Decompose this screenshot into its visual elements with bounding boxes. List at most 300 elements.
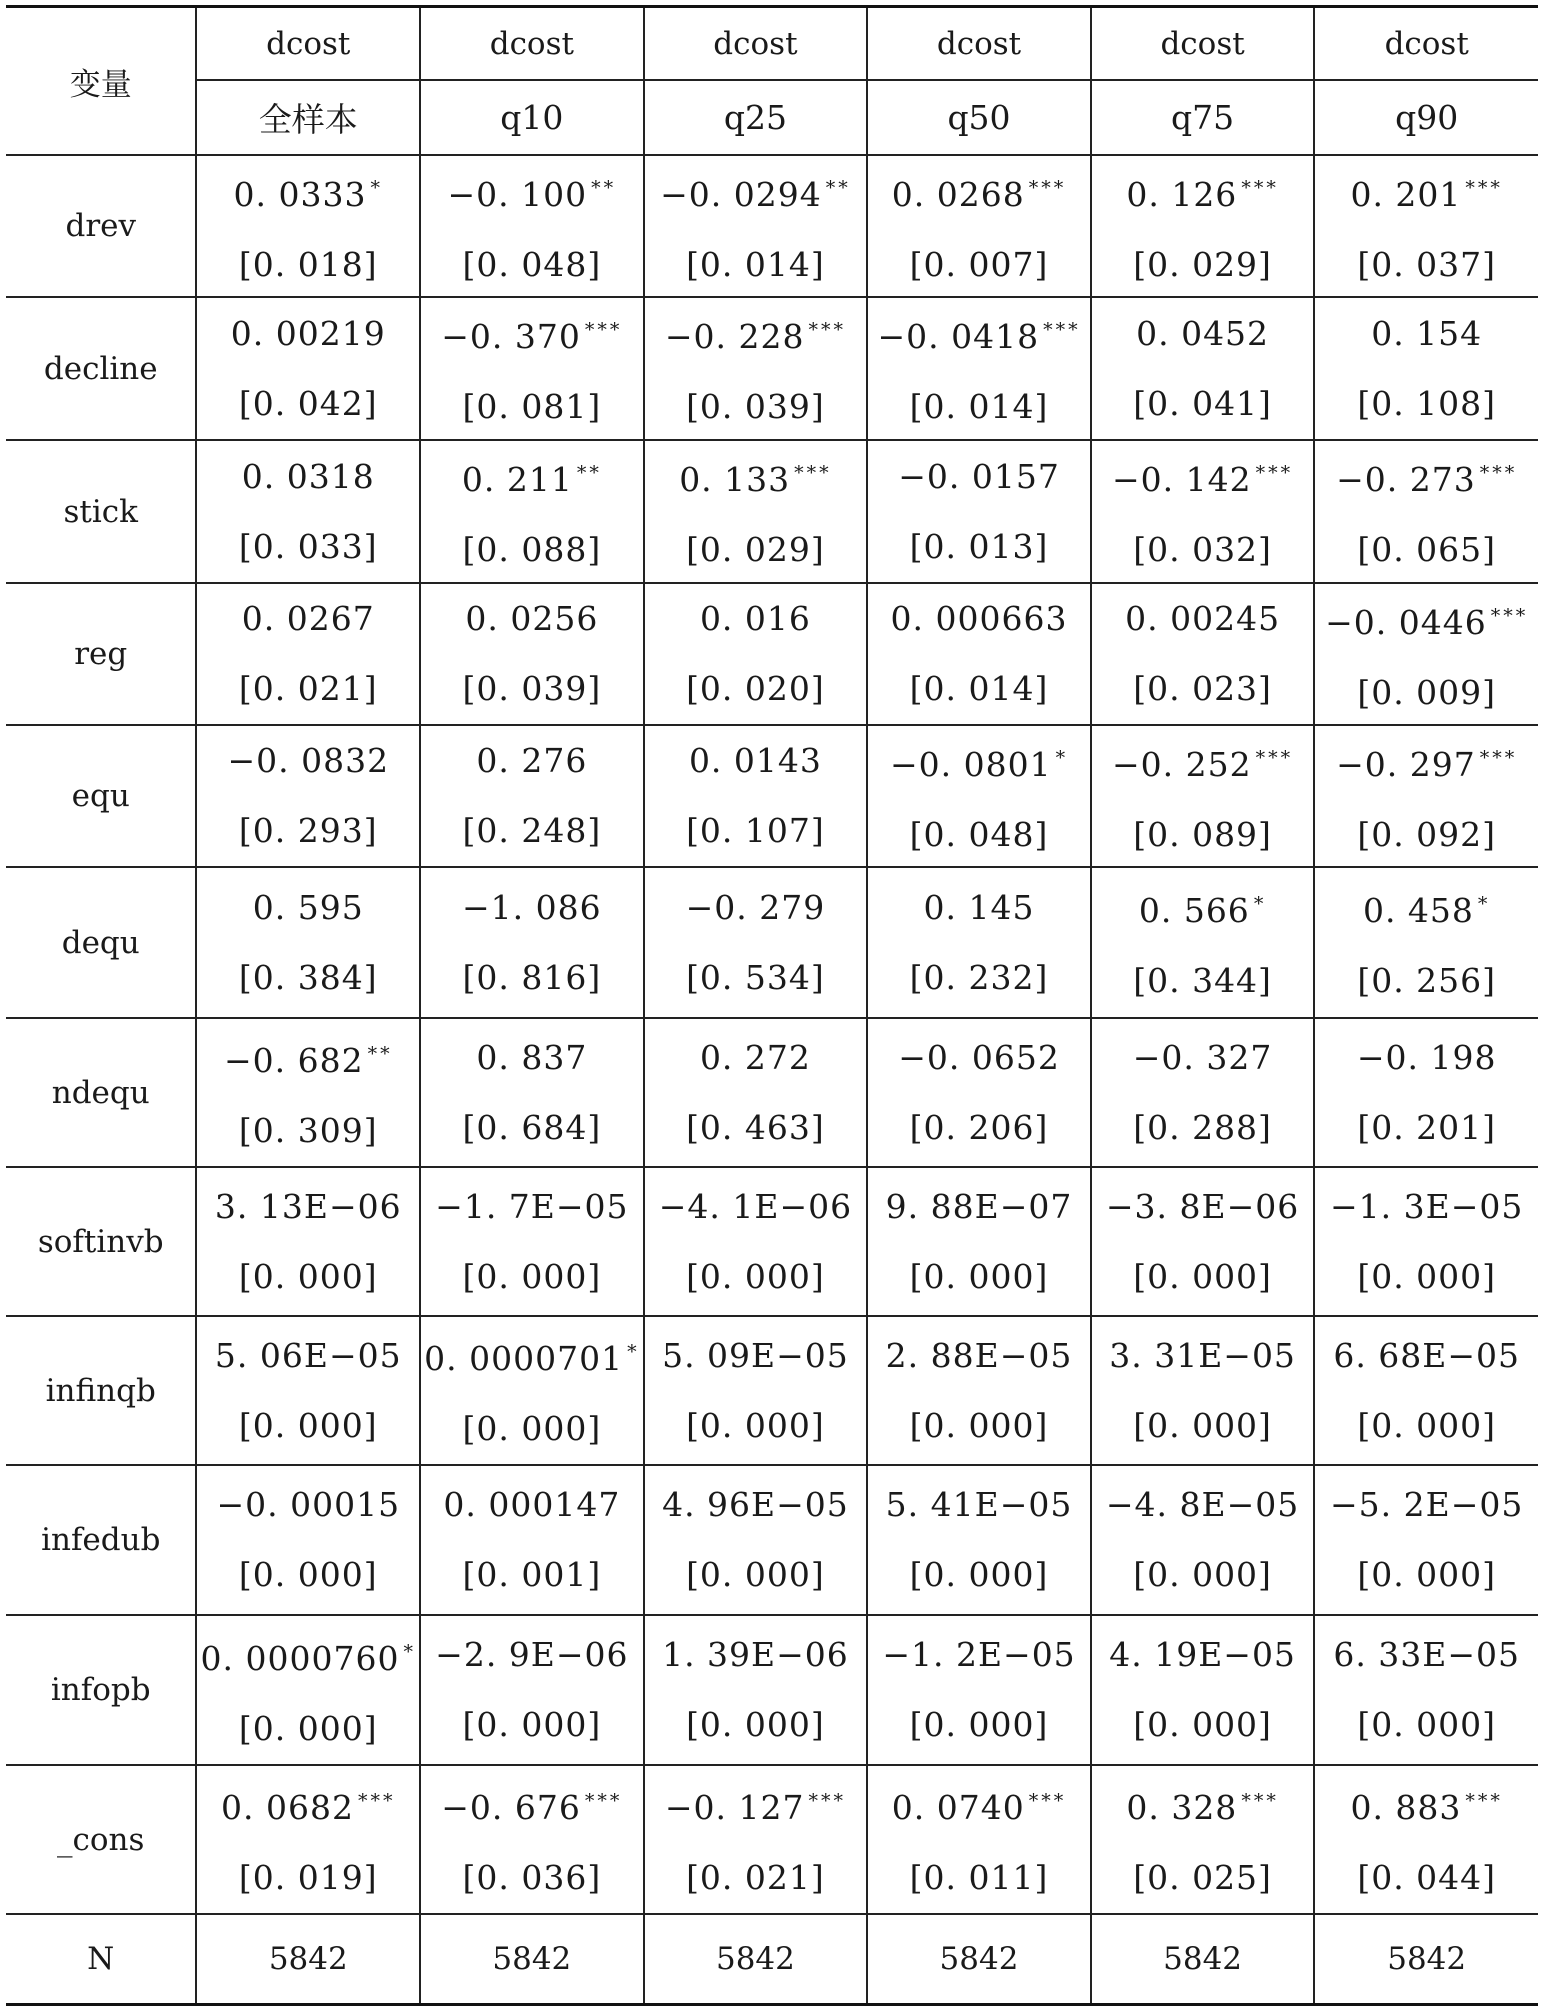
coefficient-cell [1091,583,1315,725]
coefficient-value: −0. 0446 [1325,602,1487,642]
coefficient-line [421,1186,643,1226]
coefficient-value: −0. 00015 [216,1485,401,1524]
coefficient-line [868,1037,1090,1077]
coefficient-cell [1091,1615,1315,1765]
table-row [6,1765,1538,1914]
coefficient-line [645,1037,867,1077]
table-row [6,1167,1538,1316]
table-row [6,1615,1538,1765]
coefficient-value: 6. 33E−05 [1333,1635,1521,1674]
significance-stars: *** [1479,462,1518,484]
regression-table-container [6,5,1538,2006]
coefficient-value: 0. 000663 [890,599,1068,638]
coefficient-value: 0. 0267 [241,599,375,638]
coefficient-line [197,1487,419,1523]
coefficient-value: 0. 201 [1350,174,1462,214]
table-row [6,867,1538,1018]
coefficient-cell [867,867,1091,1018]
coefficient-cell [196,1167,420,1316]
coefficient-cell [1314,1615,1538,1765]
coefficient-line [1315,1335,1538,1375]
standard-error: [0. 092] [1357,814,1497,854]
coefficient-value: 0. 211 [461,460,573,499]
coefficient-cell [420,1018,644,1167]
standard-error: [0. 014] [686,244,825,284]
coefficient-line [1315,1037,1538,1077]
coefficient-line [421,170,643,213]
standard-error: [0. 013] [909,526,1049,566]
observations-value: 5842 [196,1914,420,2005]
coefficient-line [197,1634,419,1677]
significance-stars: *** [1043,319,1081,341]
coefficient-line [1315,1186,1538,1226]
coefficient-cell [420,1465,644,1615]
observations-row [6,1914,1538,2005]
coefficient-value: 0. 145 [923,887,1035,927]
coefficient-line [1315,313,1538,353]
coefficient-cell [196,1615,420,1765]
significance-stars: ** [367,1043,393,1065]
coefficient-value: 0. 566 [1138,891,1250,930]
standard-error: [0. 039] [462,669,602,708]
standard-error: [0. 384] [238,957,378,997]
coefficient-cell [196,1018,420,1167]
coefficient-value: 0. 154 [1371,313,1483,353]
coefficient-line [1092,170,1314,213]
coefficient-cell [420,867,644,1018]
coefficient-cell [1314,1018,1538,1167]
standard-error: [0. 023] [1133,669,1272,708]
dependent-var-header: dcost [196,7,420,81]
coefficient-value: 0. 133 [679,460,791,499]
coefficient-line [421,1334,643,1377]
variable-name: softinvb [6,1167,196,1316]
coefficient-cell [1314,1167,1538,1316]
standard-error: [0. 011] [909,1858,1049,1897]
coefficient-cell [420,1316,644,1465]
standard-error: [0. 001] [462,1555,602,1594]
coefficient-line [645,601,867,637]
standard-error: [0. 000] [462,1705,602,1744]
coefficient-cell [420,725,644,867]
table-row [6,297,1538,440]
coefficient-line [421,455,643,498]
standard-error: [0. 039] [686,387,825,426]
coefficient-value: 0. 0143 [688,741,822,780]
coefficient-value: 3. 31E−05 [1109,1335,1296,1375]
variable-name: infopb [6,1615,196,1765]
significance-stars: *** [584,319,623,341]
significance-stars: ** [825,176,851,199]
standard-error: [0. 000] [1357,1256,1497,1296]
significance-stars: *** [358,1790,396,1812]
coefficient-value: −0. 252 [1112,744,1252,784]
coefficient-value: −0. 0801 [889,744,1052,784]
coefficient-line [197,170,419,213]
significance-stars: *** [1241,176,1279,199]
significance-stars: * [370,176,383,199]
coefficient-value: −1. 7E−05 [435,1186,629,1226]
coefficient-line [645,743,867,779]
coefficient-line [868,1783,1090,1826]
coefficient-line [868,1186,1090,1226]
coefficient-line [197,743,419,779]
significance-stars: *** [808,1790,846,1812]
coefficient-line [197,601,419,637]
coefficient-value: 2. 88E−05 [885,1335,1073,1375]
coefficient-value: 0. 0740 [891,1788,1025,1827]
coefficient-cell [420,1615,644,1765]
standard-error: [0. 000] [1133,1256,1272,1296]
standard-error: [0. 288] [1133,1107,1272,1147]
significance-stars: *** [1241,1790,1279,1812]
observations-value: 5842 [867,1914,1091,2005]
coefficient-value: −0. 0157 [898,456,1060,496]
coefficient-value: −0. 0832 [227,741,390,780]
standard-error: [0. 000] [1133,1705,1272,1744]
coefficient-value: 0. 000147 [443,1485,621,1524]
coefficient-line [421,1637,643,1673]
standard-error: [0. 000] [686,1555,825,1594]
standard-error: [0. 014] [909,669,1049,708]
sample-header: q50 [867,80,1091,155]
coefficient-value: 0. 0000701 [424,1339,624,1378]
coefficient-value: 0. 0682 [221,1788,354,1827]
coefficient-cell [196,297,420,440]
significance-stars: *** [1255,746,1294,769]
coefficient-line [421,887,643,927]
variable-name: decline [6,297,196,440]
variable-name: drev [6,155,196,297]
coefficient-value: −0. 297 [1336,744,1476,784]
dependent-var-header: dcost [1091,7,1315,81]
coefficient-value: 5. 06E−05 [214,1335,402,1375]
coefficient-cell [644,583,868,725]
sample-header: q90 [1314,80,1538,155]
standard-error: [0. 032] [1133,530,1272,569]
standard-error: [0. 107] [686,811,825,850]
coefficient-cell [1314,1765,1538,1914]
coefficient-value: −5. 2E−05 [1330,1485,1524,1524]
table-row [6,583,1538,725]
standard-error: [0. 000] [909,1256,1049,1296]
coefficient-cell [196,867,420,1018]
coefficient-value: −0. 273 [1336,460,1476,499]
standard-error: [0. 000] [686,1705,825,1744]
significance-stars: *** [1028,1790,1067,1812]
coefficient-value: 1. 39E−06 [662,1635,849,1674]
coefficient-value: 0. 126 [1126,174,1238,214]
significance-stars: *** [794,462,832,484]
coefficient-line [1315,740,1538,783]
coefficient-value: 0. 0333 [233,174,367,214]
coefficient-cell [420,297,644,440]
table-row [6,440,1538,583]
coefficient-cell [644,1018,868,1167]
coefficient-cell [644,440,868,583]
coefficient-cell [867,1765,1091,1914]
significance-stars: *** [1255,462,1294,484]
standard-error: [0. 344] [1133,961,1272,1000]
significance-stars: * [1253,893,1267,915]
coefficient-cell [196,583,420,725]
coefficient-cell [867,1018,1091,1167]
coefficient-line [645,1487,867,1523]
coefficient-line [1092,1335,1314,1375]
coefficient-line [1092,313,1314,353]
coefficient-line [1092,1186,1314,1226]
significance-stars: * [1055,746,1069,769]
coefficient-line [1315,1487,1538,1523]
coefficient-line [197,456,419,496]
coefficient-value: −0. 100 [447,174,588,214]
coefficient-cell [420,1167,644,1316]
coefficient-cell [1314,725,1538,867]
coefficient-line [1092,740,1314,783]
standard-error: [0. 029] [1133,244,1272,284]
coefficient-cell [196,155,420,297]
standard-error: [0. 089] [1133,814,1272,854]
coefficient-cell [196,440,420,583]
coefficient-value: 0. 0000760 [200,1638,400,1678]
coefficient-value: 0. 0256 [465,599,599,638]
table-row [6,1316,1538,1465]
coefficient-value: 0. 0452 [1136,313,1270,353]
standard-error: [0. 000] [462,1256,602,1296]
coefficient-value: 5. 09E−05 [662,1335,849,1375]
standard-error: [0. 065] [1357,530,1497,569]
coefficient-cell [196,1316,420,1465]
coefficient-cell [420,155,644,297]
coefficient-value: 0. 00219 [230,313,386,353]
coefficient-value: 5. 41E−05 [885,1485,1073,1524]
observations-value: 5842 [420,1914,644,2005]
coefficient-cell [867,1167,1091,1316]
coefficient-line [868,601,1090,637]
coefficient-cell [644,867,868,1018]
standard-error: [0. 025] [1133,1858,1272,1897]
table-row [6,155,1538,297]
coefficient-line [645,1637,867,1673]
standard-error: [0. 036] [462,1858,602,1897]
coefficient-line [197,1186,419,1226]
significance-stars: ** [576,462,602,484]
standard-error: [0. 021] [238,669,378,708]
table-row [6,1018,1538,1167]
variable-name: reg [6,583,196,725]
coefficient-cell [867,583,1091,725]
observations-value: 5842 [644,1914,868,2005]
coefficient-cell [644,1316,868,1465]
coefficient-line [197,1783,419,1826]
table-row [6,725,1538,867]
coefficient-cell [867,1615,1091,1765]
variable-name: ndequ [6,1018,196,1167]
coefficient-line [197,887,419,927]
standard-error: [0. 000] [909,1705,1049,1744]
coefficient-value: 4. 19E−05 [1109,1635,1296,1674]
standard-error: [0. 293] [238,811,378,850]
standard-error: [0. 000] [238,1555,378,1594]
coefficient-value: 0. 016 [699,599,811,638]
coefficient-value: −0. 0294 [660,174,822,214]
coefficient-line [645,312,867,355]
standard-error: [0. 048] [462,244,602,284]
standard-error: [0. 000] [238,1708,378,1748]
dependent-var-header: dcost [1314,7,1538,81]
coefficient-value: 9. 88E−07 [885,1186,1073,1226]
coefficient-line [1315,1783,1538,1826]
coefficient-line [421,743,643,779]
coefficient-value: 0. 272 [699,1037,811,1077]
coefficient-cell [867,440,1091,583]
standard-error: [0. 037] [1357,244,1497,284]
standard-error: [0. 029] [686,530,825,569]
coefficient-line [421,601,643,637]
standard-error: [0. 534] [686,957,825,997]
coefficient-cell [644,1765,868,1914]
variable-column-header: 变量 [6,7,196,156]
coefficient-value: −0. 676 [441,1788,581,1827]
coefficient-line [1315,455,1538,498]
coefficient-line [868,740,1090,783]
standard-error: [0. 000] [1133,1555,1272,1594]
coefficient-line [1315,170,1538,213]
standard-error: [0. 816] [462,957,602,997]
coefficient-line [868,170,1090,213]
coefficient-cell [1091,725,1315,867]
coefficient-line [1315,1637,1538,1673]
sample-header: 全样本 [196,80,420,155]
header-row-dependent [6,7,1538,81]
table-row [6,1465,1538,1615]
standard-error: [0. 000] [462,1409,602,1448]
standard-error: [0. 000] [1357,1405,1497,1445]
coefficient-cell [644,725,868,867]
coefficient-value: 0. 837 [476,1037,588,1077]
coefficient-cell [1091,1465,1315,1615]
coefficient-cell [1314,1316,1538,1465]
coefficient-line [421,1037,643,1077]
coefficient-cell [1091,867,1315,1018]
standard-error: [0. 309] [238,1111,378,1150]
observations-label: N [6,1914,196,2005]
coefficient-line [1315,886,1538,929]
variable-name: infedub [6,1465,196,1615]
coefficient-line [421,1487,643,1523]
coefficient-cell [867,1465,1091,1615]
coefficient-value: −0. 0652 [898,1037,1060,1077]
coefficient-value: −1. 2E−05 [882,1635,1076,1674]
standard-error: [0. 256] [1357,961,1497,1000]
standard-error: [0. 206] [909,1107,1049,1147]
coefficient-cell [1314,583,1538,725]
coefficient-cell [644,155,868,297]
significance-stars: *** [808,319,846,341]
standard-error: [0. 007] [909,244,1049,284]
coefficient-line [1092,1637,1314,1673]
coefficient-cell [1091,1316,1315,1465]
coefficient-value: −4. 1E−06 [658,1186,853,1226]
coefficient-line [1315,598,1538,641]
significance-stars: *** [1465,176,1503,199]
coefficient-cell [1314,155,1538,297]
coefficient-cell [644,1167,868,1316]
dependent-var-header: dcost [867,7,1091,81]
coefficient-value: −0. 228 [664,317,805,356]
coefficient-line [1092,1783,1314,1826]
coefficient-line [645,455,867,498]
coefficient-cell [196,1765,420,1914]
standard-error: [0. 248] [462,811,602,850]
coefficient-cell [1091,297,1315,440]
standard-error: [0. 019] [238,1858,378,1897]
coefficient-value: −1. 3E−05 [1330,1186,1524,1226]
coefficient-value: 0. 883 [1350,1788,1462,1827]
coefficient-value: −0. 142 [1112,460,1252,499]
coefficient-value: 0. 00245 [1125,599,1281,638]
standard-error: [0. 081] [462,387,602,426]
standard-error: [0. 021] [686,1858,825,1897]
sample-header: q75 [1091,80,1315,155]
coefficient-line [197,313,419,353]
standard-error: [0. 018] [238,244,378,284]
coefficient-line [868,1487,1090,1523]
coefficient-value: −3. 8E−06 [1105,1186,1300,1226]
significance-stars: * [627,1341,640,1363]
coefficient-cell [196,725,420,867]
coefficient-value: 0. 595 [252,887,364,927]
coefficient-line [645,1335,867,1375]
coefficient-line [197,1335,419,1375]
variable-name: _cons [6,1765,196,1914]
coefficient-cell [1091,1167,1315,1316]
coefficient-cell [1314,297,1538,440]
header-row-sample [6,80,1538,155]
standard-error: [0. 020] [686,669,825,708]
coefficient-value: −4. 8E−05 [1105,1485,1300,1524]
observations-value: 5842 [1091,1914,1315,2005]
coefficient-cell [420,440,644,583]
standard-error: [0. 088] [462,530,602,569]
standard-error: [0. 000] [238,1405,378,1445]
coefficient-line [868,1637,1090,1673]
standard-error: [0. 000] [909,1405,1049,1445]
coefficient-value: 0. 0318 [241,456,375,496]
coefficient-cell [644,297,868,440]
coefficient-value: −2. 9E−06 [435,1635,629,1674]
coefficient-value: −0. 127 [664,1788,805,1827]
variable-name: equ [6,725,196,867]
significance-stars: *** [584,1790,623,1812]
significance-stars: *** [1479,746,1518,769]
standard-error: [0. 000] [1357,1705,1497,1744]
standard-error: [0. 048] [909,814,1049,854]
coefficient-value: 3. 13E−06 [214,1186,402,1226]
standard-error: [0. 000] [1357,1555,1497,1594]
standard-error: [0. 201] [1357,1107,1497,1147]
standard-error: [0. 108] [1357,383,1497,423]
variable-name: dequ [6,867,196,1018]
coefficient-value: 0. 0268 [891,174,1025,214]
coefficient-line [1092,455,1314,498]
coefficient-value: −0. 0418 [877,317,1040,356]
coefficient-cell [867,725,1091,867]
coefficient-line [1092,1037,1314,1077]
significance-stars: *** [1465,1790,1503,1812]
coefficient-value: −0. 279 [685,887,826,927]
significance-stars: * [1477,893,1491,915]
